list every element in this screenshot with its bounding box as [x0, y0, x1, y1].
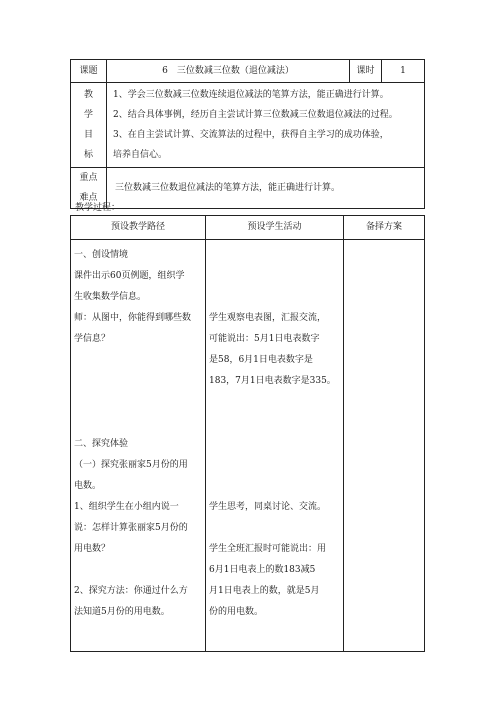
header-alternative-plan: 备择方案	[344, 216, 425, 240]
process-label: 教学过程：	[75, 203, 121, 213]
text-line: 1、组织学生在小组内说一	[74, 502, 179, 512]
text-line: 份的用电数。	[209, 607, 264, 617]
text-line: 是58，6月1日电表数字是	[209, 355, 313, 365]
period-value: 1	[382, 60, 425, 83]
lesson-label: 课题	[71, 60, 107, 83]
key-points-content: 三位数减三位数退位减法的笔算方法，能正确进行计算。	[107, 168, 425, 209]
spacer	[74, 350, 203, 434]
text-line: （一）探究张丽家5月份的用	[74, 460, 188, 470]
text-line: 课件出示60页例题，组织学	[74, 271, 185, 281]
text-line: 生收集数学信息。	[74, 292, 147, 302]
text-line: 学生观察电表图，汇报交流，	[209, 313, 327, 323]
student-activity-cell	[206, 240, 344, 652]
text-line: 师：从图中，你能得到哪些数	[74, 313, 192, 323]
key-points-row	[71, 168, 425, 209]
text-line: 学生全班汇报时可能说出：用	[209, 544, 327, 554]
goal-line: 3、在自主尝试计算、交流算法的过程中，获得自主学习的成功体验，	[113, 130, 389, 140]
header-teacher-path: 预设教学路径	[71, 216, 206, 240]
goals-label-char: 目	[83, 130, 93, 140]
key-label-line: 重点	[79, 173, 98, 183]
text-line: 二、探究体验	[74, 439, 129, 449]
goals-label-char: 教	[83, 90, 93, 100]
lesson-info-table	[70, 59, 425, 209]
process-table	[70, 215, 425, 652]
process-header-row	[71, 216, 425, 240]
goal-line: 2、结合具体事例，经历自主尝试计算三位数减三位数退位减法的过程。	[113, 110, 398, 120]
spacer	[209, 518, 341, 539]
text-line: 6月1日电表上的数183减5	[209, 565, 316, 575]
text-line: 2、探究方法：你通过什么方	[74, 586, 188, 596]
spacer	[74, 560, 203, 581]
spacer	[209, 392, 341, 497]
goal-line: 1、学会三位数减三位数连续退位减法的笔算方法，能正确进行计算。	[113, 90, 389, 100]
text-line: 法知道5月份的用电数。	[74, 607, 170, 617]
period-label: 课时	[350, 60, 382, 83]
goals-label-char: 标	[83, 150, 93, 160]
spacer	[209, 245, 341, 308]
goal-line: 培养自信心。	[113, 150, 168, 160]
lesson-title: 6 三位数减三位数（退位减法）	[107, 60, 350, 83]
goals-label-char: 学	[83, 110, 93, 120]
text-line: 一、创设情境	[74, 250, 129, 260]
text-line: 用电数？	[74, 544, 111, 554]
teacher-path-cell	[71, 240, 206, 652]
text-line: 学信息？	[74, 334, 111, 344]
goals-content	[107, 83, 425, 168]
alternative-plan-cell	[344, 240, 425, 652]
text-line: 183，7月1日电表数字是335。	[209, 376, 336, 386]
process-body-row	[71, 240, 425, 652]
lesson-title-row	[71, 60, 425, 83]
text-line: 电数。	[74, 481, 102, 491]
text-line: 月1日电表上的数，就是5月	[209, 586, 320, 596]
text-line: 说：怎样计算张丽家5月份的	[74, 523, 188, 533]
goals-label	[71, 83, 107, 168]
text-line: 可能说出：5月1日电表数字	[209, 334, 320, 344]
goals-row	[71, 83, 425, 168]
key-label-line: 难点	[79, 193, 98, 203]
text-line: 学生思考，同桌讨论、交流。	[209, 502, 327, 512]
header-student-activity: 预设学生活动	[206, 216, 344, 240]
